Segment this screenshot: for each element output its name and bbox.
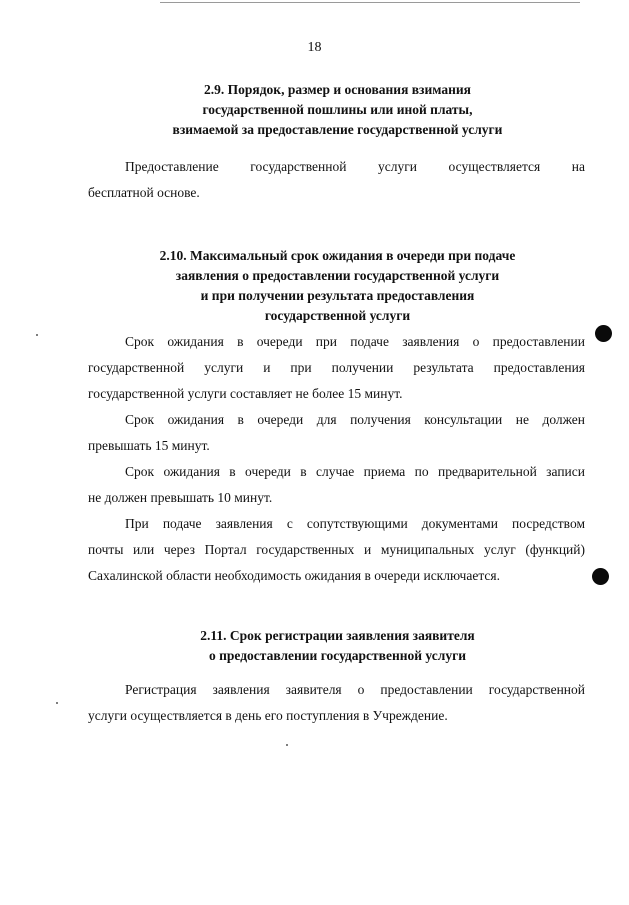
punch-hole-mark: [595, 325, 612, 342]
heading-line: и при получении результата предоставления: [200, 288, 475, 303]
paragraph-line: При подаче заявления с сопутствующими документами посредством: [125, 516, 585, 531]
punch-hole-mark: [592, 568, 609, 585]
paragraph-line: Срок ожидания в очереди для получения консультации не должен: [125, 412, 585, 427]
paragraph-line: Срок ожидания в очереди в случае приема по предварительной записи: [125, 464, 585, 479]
paragraph-line: Срок ожидания в очереди при подаче заявления о предоставлении: [125, 334, 585, 349]
paragraph-mail-portal: [88, 511, 585, 589]
paragraph-fee: [88, 154, 585, 206]
scan-speck: [286, 744, 288, 746]
section-heading-2-10: [60, 246, 615, 326]
paragraph-line: не должен превышать 10 минут.: [88, 490, 273, 505]
paragraph-line: превышать 15 минут.: [88, 438, 210, 453]
paragraph-line: Предоставление государственной услуги осуществляется на: [125, 159, 585, 174]
paragraph-appointment-time: [88, 459, 585, 511]
page-number: 18: [307, 40, 322, 55]
section-heading-2-11: [60, 626, 615, 666]
paragraph-line: государственной услуги составляет не более 15 минут.: [88, 386, 403, 401]
scan-top-edge: [160, 2, 580, 3]
heading-line: 2.9. Порядок, размер и основания взимания: [204, 82, 471, 97]
paragraph-registration: [88, 677, 585, 729]
heading-line: государственной пошлины или иной платы,: [202, 102, 473, 117]
heading-line: государственной услуги: [264, 308, 411, 323]
paragraph-line: Регистрация заявления заявителя о предоставлении государственной: [125, 682, 585, 697]
heading-line: заявления о предоставлении государственной услуги: [175, 268, 500, 283]
paragraph-line: услуги осуществляется в день его поступления в Учреждение.: [88, 708, 448, 723]
heading-line: о предоставлении государственной услуги: [208, 648, 466, 663]
paragraph-consultation-time: [88, 407, 585, 459]
section-heading-2-9: [60, 80, 615, 140]
paragraph-line: Сахалинской области необходимость ожидания в очереди исключается.: [88, 568, 500, 583]
heading-line: 2.10. Максимальный срок ожидания в очереди при подаче: [159, 248, 516, 263]
paragraph-line: почты или через Портал государственных и муниципальных услуг (функций): [88, 542, 585, 557]
scan-speck: [36, 334, 38, 336]
heading-line: 2.11. Срок регистрации заявления заявителя: [200, 628, 475, 643]
paragraph-line: государственной услуги и при получении результата предоставления: [88, 360, 585, 375]
paragraph-queue-time: [88, 329, 585, 407]
scan-speck: [56, 702, 58, 704]
paragraph-line: бесплатной основе.: [88, 185, 200, 200]
heading-line: взимаемой за предоставление государственной услуги: [172, 122, 503, 137]
